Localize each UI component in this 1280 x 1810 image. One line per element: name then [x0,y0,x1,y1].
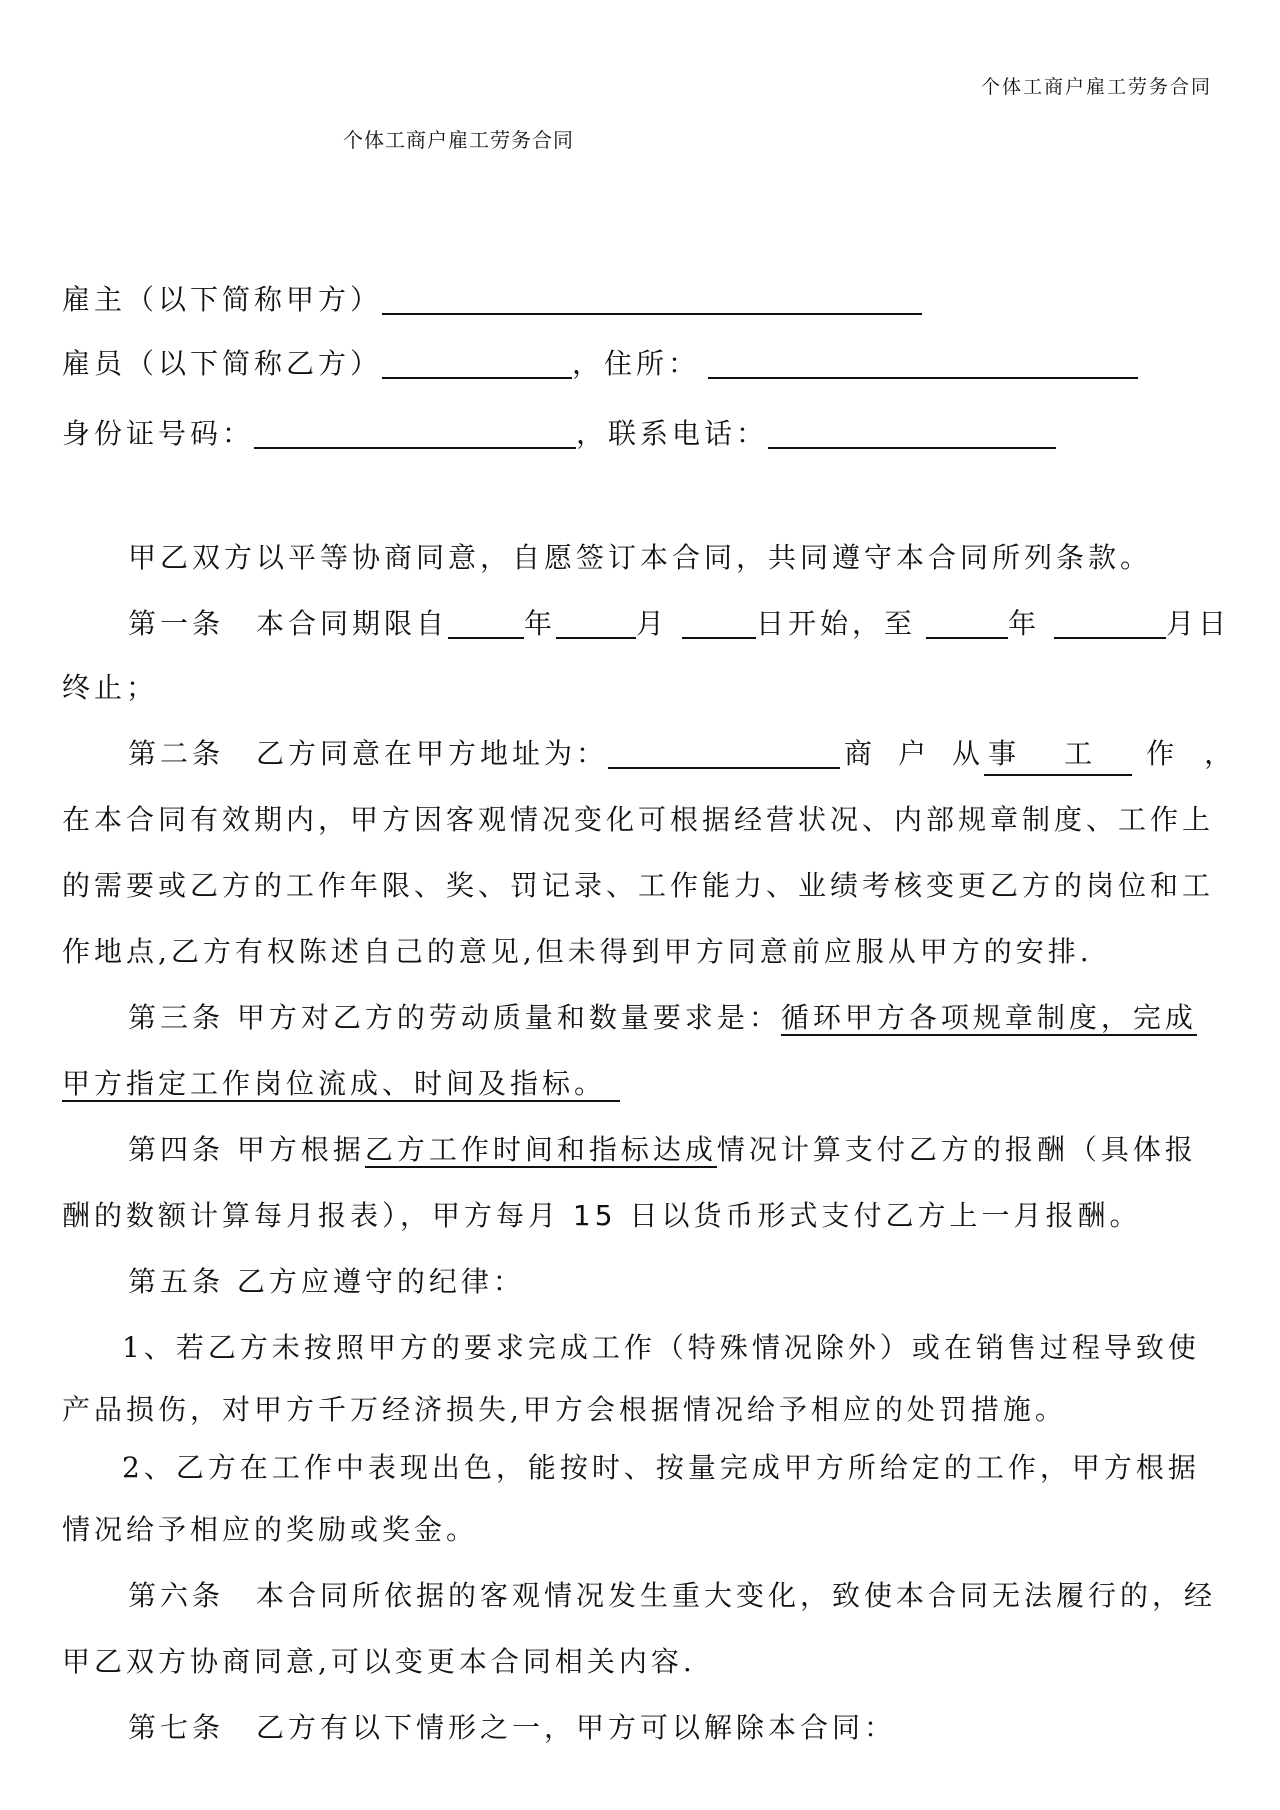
article7-line1: 第七条 乙方有以下情形之一，甲方可以解除本合同： [128,1711,897,1744]
month-day-label: 月日 [1166,607,1231,640]
article5-lead: 第五条 乙方应遵守的纪律： [128,1265,525,1298]
article5-item1-line1: 1、若乙方未按照甲方的要求完成工作（特殊情况除外）或在销售过程导致使 [122,1331,1200,1364]
article6-line2: 甲乙双方协商同意,可以变更本合同相关内容. [62,1645,696,1678]
article4-rest: 情况计算支付乙方的报酬（具体报 [716,1133,1197,1166]
article1-lead: 第一条 本合同期限自 [128,607,449,640]
end-year-blank[interactable] [926,605,1008,639]
running-header: 个体工商户雇工劳务合同 [980,76,1212,98]
article2-shi: 事 [988,737,1021,770]
article2-gong: 工 [1064,737,1097,770]
article3-lead: 第三条 甲方对乙方的劳动质量和数量要求是： [128,1001,781,1034]
employer-label: 雇主（以下简称甲方） [62,283,383,316]
phone-blank[interactable] [768,415,1056,449]
article3-requirement-1: 循环甲方各项规章制度，完成 [780,1001,1197,1034]
residence-blank[interactable] [708,345,1138,379]
article2-comma: ， [1204,737,1237,770]
article2-line2: 在本合同有效期内，甲方因客观情况变化可根据经营状况、内部规章制度、工作上 [62,803,1215,836]
employee-name-blank[interactable] [382,345,572,379]
article2-line4: 作地点,乙方有权陈述自己的意见,但未得到甲方同意前应服从甲方的安排. [62,935,1093,968]
article4-underlined: 乙方工作时间和指标达成 [364,1133,717,1166]
article2-zuo: 作 [1146,737,1179,770]
year2-label: 年 [1008,607,1041,640]
employer-name-blank[interactable] [382,281,922,315]
start-day-blank[interactable] [682,605,756,639]
article3-line1 [128,998,1197,1038]
article2-shang: 商 [844,737,877,770]
article4-line2 [62,1196,1141,1236]
article2-cong: 从 [952,737,985,770]
year-label: 年 [524,607,557,640]
article1-end: 终止； [62,671,159,704]
article5-item1-line2: 产品损伤，对甲方千万经济损失,甲方会根据情况给予相应的处罚措施。 [62,1393,1067,1426]
article5-item2-line1: 2、乙方在工作中表现出色，能按时、按量完成甲方所给定的工作，甲方根据 [122,1451,1200,1484]
article6-line1: 第六条 本合同所依据的客观情况发生重大变化，致使本合同无法履行的，经 [128,1579,1217,1612]
address-blank[interactable] [608,735,840,769]
article3-requirement-2: 甲方指定工作岗位流成、时间及指标。 [62,1067,620,1102]
start-month-blank[interactable] [556,605,636,639]
article4-line2b: 日以货币形式支付乙方上一月报酬。 [616,1199,1142,1232]
pay-day: 15 [572,1199,617,1232]
intro-text: 甲乙双方以平等协商同意，自愿签订本合同，共同遵守本合同所列条款。 [128,541,1153,574]
end-month-blank[interactable] [1054,605,1166,639]
employee-line [62,344,1138,384]
article2-line1 [128,734,1236,776]
article4-line1 [128,1130,1197,1170]
article5-item2-line2: 情况给予相应的奖励或奖金。 [62,1513,479,1546]
phone-label: ，联系电话： [576,417,769,450]
article2-line3: 的需要或乙方的工作年限、奖、罚记录、工作能力、业绩考核变更乙方的岗位和工 [62,869,1215,902]
day-start-label: 日开始，至 [756,607,917,640]
id-label: 身份证号码： [62,417,255,450]
document-title: 个体工商户雇工劳务合同 [343,128,574,152]
employer-line [62,280,922,320]
employee-label: 雇员（以下简称乙方） [62,347,383,380]
article2-lead: 第二条 乙方同意在甲方地址为： [128,737,609,770]
article4-lead: 第四条 甲方根据 [128,1133,365,1166]
id-line [62,414,1056,454]
residence-label: ，住所： [572,347,701,380]
article2-hu: 户 [898,737,931,770]
start-year-blank[interactable] [448,605,524,639]
article3-line2 [62,1064,620,1104]
article4-line2a: 酬的数额计算每月报表），甲方每月 [62,1199,573,1232]
month-label: 月 [636,607,669,640]
id-number-blank[interactable] [254,415,576,449]
article1-line1 [128,604,1230,644]
job-blank[interactable] [984,734,1132,776]
